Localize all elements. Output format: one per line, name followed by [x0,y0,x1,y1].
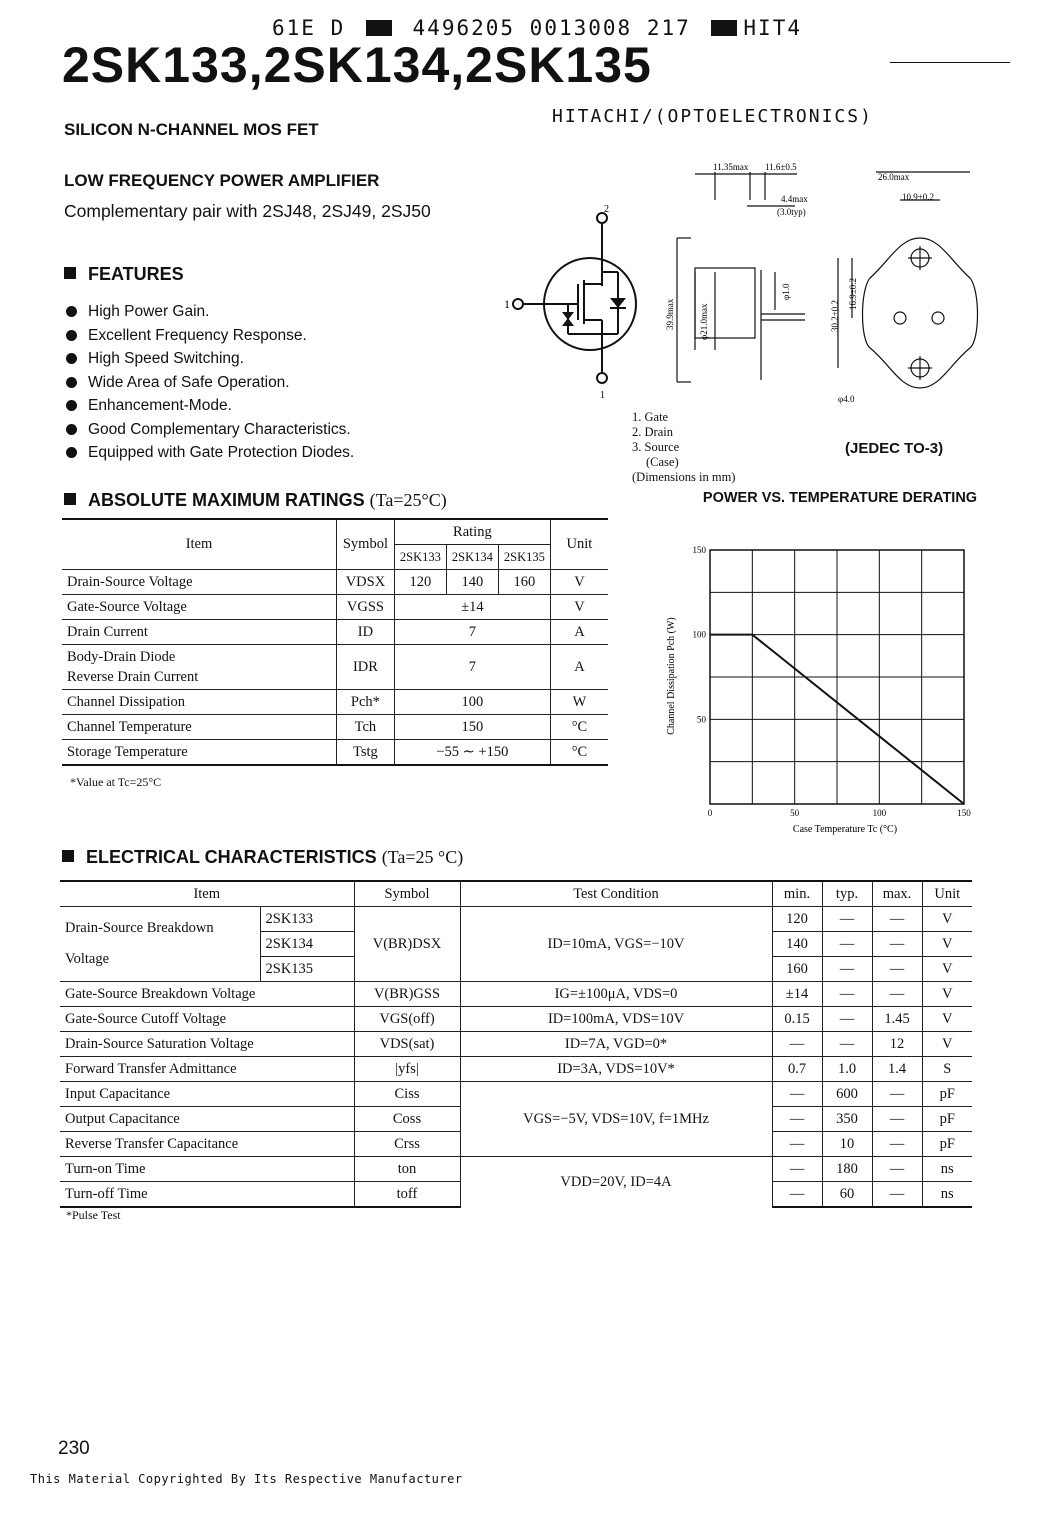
complementary-pair: Complementary pair with 2SJ48, 2SJ49, 2SJ50 [64,201,431,221]
feature-text: Wide Area of Safe Operation. [88,373,290,391]
row-max: — [872,907,922,932]
row-unit: W [550,690,608,715]
abs-max-heading-text: ABSOLUTE MAXIMUM RATINGS [88,490,365,510]
header-symbol: Symbol [336,519,394,570]
dim-label: φ4.0 [838,394,855,404]
device-type: SILICON N-CHANNEL MOS FET [64,120,319,139]
features-heading-text: FEATURES [88,264,184,284]
chart-grid [710,550,964,804]
code-segment-a: 61E D [272,16,346,40]
header-unit: Unit [922,881,972,907]
row-value: 160 [498,570,550,595]
pin-label-source: 1 [600,390,605,400]
row-unit: A [550,645,608,690]
dim-label: 4.4max [781,194,808,204]
section-square-icon [64,493,76,505]
dim-label: 39.9max [665,298,675,330]
y-tick-label: 150 [692,545,706,555]
row-symbol: Tstg [336,740,394,766]
row-value: 120 [394,570,446,595]
table-row [62,690,608,715]
row-symbol: V(BR)DSX [354,907,460,982]
page-number: 230 [58,1438,90,1459]
row-value: −55 ∼ +150 [394,740,550,766]
row-max: — [872,1157,922,1182]
table-row [62,715,608,740]
features-list [66,300,354,465]
bullet-icon [66,424,77,435]
chart-y-label: Channel Dissipation Pch (W) [666,617,677,735]
package-bottom-view [830,160,990,410]
row-item: Channel Dissipation [62,690,336,715]
bullet-icon [66,353,77,364]
pin-legend-item: (Case) [646,455,679,469]
row-unit: V [922,1032,972,1057]
row-typ: 600 [822,1082,872,1107]
row-item: Gate-Source Cutoff Voltage [60,1007,354,1032]
row-unit: ns [922,1182,972,1208]
dim-label: 16.9±0.2 [848,278,858,310]
row-item: Drain-Source Voltage [62,570,336,595]
row-item: Output Capacitance [60,1107,354,1132]
row-min: 120 [772,907,822,932]
row-symbol: ID [336,620,394,645]
x-tick-label: 50 [790,808,800,818]
row-item-line: Drain-Source Breakdown [65,920,214,936]
bullet-icon [66,447,77,458]
feature-item [66,300,354,324]
dim-label: 26.0max [878,172,910,182]
pin-legend-item: 1. Gate [632,410,669,424]
header-unit: Unit [550,519,608,570]
row-item: Gate-Source Breakdown Voltage [60,982,354,1007]
mosfet-schematic-symbol [500,200,640,400]
row-item: Storage Temperature [62,740,336,766]
row-condition: ID=100mA, VDS=10V [460,1007,772,1032]
row-item: Turn-off Time [60,1182,354,1208]
row-unit: V [922,982,972,1007]
row-max: — [872,1107,922,1132]
feature-item [66,394,354,418]
row-unit: V [922,907,972,932]
row-part: 2SK135 [260,957,354,982]
header-item: Item [62,519,336,570]
row-symbol: Tch [336,715,394,740]
row-symbol: Pch* [336,690,394,715]
row-item [60,907,260,982]
row-item: Input Capacitance [60,1082,354,1107]
features-heading [64,264,184,285]
pin-legend [632,410,735,485]
row-unit: pF [922,1107,972,1132]
dim-label: 11.35max [713,162,749,172]
table-row [62,645,608,690]
row-max: — [872,957,922,982]
abs-max-table [62,518,608,766]
row-part: 2SK134 [260,932,354,957]
row-max: — [872,982,922,1007]
row-value: ±14 [394,595,550,620]
row-typ: — [822,932,872,957]
table-row [60,1082,972,1107]
x-tick-label: 0 [707,808,713,818]
page-title: 2SK133,2SK134,2SK135 [62,37,652,93]
dim-label: (3.0typ) [777,207,806,217]
electrical-table [60,880,972,1208]
header-item: Item [60,881,354,907]
row-unit: V [550,570,608,595]
table-row [62,620,608,645]
elec-header-row [60,881,972,907]
row-item: Drain Current [62,620,336,645]
row-unit: A [550,620,608,645]
abs-max-heading [64,490,447,511]
row-condition: VGS=−5V, VDS=10V, f=1MHz [460,1082,772,1157]
copyright-notice: This Material Copyrighted By Its Respective Manufacturer [30,1472,463,1486]
header-part: 2SK133 [394,545,446,570]
row-item-line: Voltage [65,951,110,967]
row-unit: pF [922,1132,972,1157]
abs-max-header-row [62,519,608,545]
table-row [60,1007,972,1032]
x-tick-label: 100 [872,808,887,818]
section-square-icon [64,267,76,279]
row-item: Forward Transfer Admittance [60,1057,354,1082]
row-condition: IG=±100μA, VDS=0 [460,982,772,1007]
table-row [60,982,972,1007]
feature-text: Excellent Frequency Response. [88,326,307,344]
row-typ: 180 [822,1157,872,1182]
feature-item [66,441,354,465]
code-block-mark [711,20,737,36]
row-symbol: VGSS [336,595,394,620]
pin-legend-item: 2. Drain [632,425,673,439]
row-min: — [772,1032,822,1057]
row-unit: °C [550,715,608,740]
row-value: 150 [394,715,550,740]
row-max: 1.4 [872,1057,922,1082]
feature-text: Equipped with Gate Protection Diodes. [88,444,355,461]
elec-heading-text: ELECTRICAL CHARACTERISTICS [86,847,377,867]
row-unit: °C [550,740,608,766]
dim-label: φ1.0 [781,283,791,300]
jedec-package: (JEDEC TO-3) [845,440,944,457]
row-min: — [772,1132,822,1157]
row-min: 140 [772,932,822,957]
elec-condition: (Ta=25 °C) [381,847,464,867]
feature-item [66,418,354,442]
y-tick-label: 50 [697,714,706,725]
row-typ: 10 [822,1132,872,1157]
row-unit: ns [922,1157,972,1182]
y-tick-label: 100 [692,629,706,640]
row-item-line: Body-Drain Diode [67,649,176,665]
table-row [60,1032,972,1057]
feature-item [66,347,354,371]
row-symbol: V(BR)GSS [354,982,460,1007]
header-min: min. [772,881,822,907]
row-part: 2SK133 [260,907,354,932]
pin-legend-item: 3. Source [632,440,680,454]
row-item: Reverse Transfer Capacitance [60,1132,354,1157]
row-item: Turn-on Time [60,1157,354,1182]
row-unit: V [550,595,608,620]
table-row [60,1057,972,1082]
header-max: max. [872,881,922,907]
table-row [62,570,608,595]
row-typ: — [822,907,872,932]
bullet-icon [66,306,77,317]
row-symbol: Crss [354,1132,460,1157]
table-row [62,595,608,620]
row-unit: V [922,957,972,982]
row-symbol: IDR [336,645,394,690]
row-value: 140 [446,570,498,595]
row-unit: V [922,1007,972,1032]
manufacturer: HITACHI/(OPTOELECTRONICS) [552,106,873,127]
feature-text: Good Complementary Characteristics. [88,420,351,438]
code-block-mark [366,20,392,36]
row-symbol: Coss [354,1107,460,1132]
row-min: ±14 [772,982,822,1007]
row-min: — [772,1107,822,1132]
row-symbol: ton [354,1157,460,1182]
row-typ: — [822,1032,872,1057]
row-max: — [872,932,922,957]
dim-label: 11.6±0.5 [765,162,797,172]
application: LOW FREQUENCY POWER AMPLIFIER [64,171,380,190]
code-segment-b: 4496205 0013008 217 [412,16,691,40]
row-max: — [872,1132,922,1157]
row-min: 0.7 [772,1057,822,1082]
row-typ: 1.0 [822,1057,872,1082]
row-unit: V [922,932,972,957]
row-unit: S [922,1057,972,1082]
row-value: 7 [394,620,550,645]
feature-text: High Power Gain. [88,303,210,320]
title-rule [890,62,1010,63]
row-typ: 350 [822,1107,872,1132]
table-row [62,740,608,766]
row-item-line: Reverse Drain Current [67,669,199,685]
row-typ: — [822,1007,872,1032]
row-item: Drain-Source Saturation Voltage [60,1032,354,1057]
row-item: Channel Temperature [62,715,336,740]
row-typ: 60 [822,1182,872,1208]
chart-x-label: Case Temperature Tc (°C) [792,824,898,835]
feature-item [66,371,354,395]
header-symbol: Symbol [354,881,460,907]
row-unit: pF [922,1082,972,1107]
row-condition: ID=7A, VGD=0* [460,1032,772,1057]
row-max: 12 [872,1032,922,1057]
bullet-icon [66,377,77,388]
feature-item [66,324,354,348]
elec-heading [62,847,463,868]
package-side-view [665,160,825,420]
row-symbol: VDSX [336,570,394,595]
row-condition: ID=3A, VDS=10V* [460,1057,772,1082]
row-condition: VDD=20V, ID=4A [460,1157,772,1208]
row-min: — [772,1082,822,1107]
row-min: 0.15 [772,1007,822,1032]
row-value: 7 [394,645,550,690]
header-typ: typ. [822,881,872,907]
derating-chart [660,536,990,846]
header-test-condition: Test Condition [460,881,772,907]
bullet-icon [66,400,77,411]
dim-label: 10.9±0.2 [902,192,934,202]
row-symbol: |yfs| [354,1057,460,1082]
row-item: Gate-Source Voltage [62,595,336,620]
row-max: 1.45 [872,1007,922,1032]
row-value: 100 [394,690,550,715]
section-square-icon [62,850,74,862]
row-min: 160 [772,957,822,982]
header-part: 2SK135 [498,545,550,570]
x-tick-label: 150 [957,808,971,818]
pin-label-drain: 2 [604,204,609,215]
row-item [62,645,336,690]
row-min: — [772,1182,822,1208]
table-row [60,1157,972,1182]
header-rating: Rating [394,519,550,545]
elec-footnote: *Pulse Test [66,1208,121,1222]
bullet-icon [66,330,77,341]
row-symbol: VDS(sat) [354,1032,460,1057]
header-part: 2SK134 [446,545,498,570]
feature-text: Enhancement-Mode. [88,397,232,414]
row-condition: ID=10mA, VGS=−10V [460,907,772,982]
row-typ: — [822,957,872,982]
row-symbol: toff [354,1182,460,1208]
row-typ: — [822,982,872,1007]
pin-label-gate: 1 [504,297,510,311]
row-max: — [872,1082,922,1107]
row-min: — [772,1157,822,1182]
dim-label: 30.2±0.2 [830,300,840,332]
abs-max-footnote: *Value at Tc=25°C [70,775,162,789]
chart-title: POWER VS. TEMPERATURE DERATING [702,490,978,506]
code-segment-c: HIT4 [743,16,802,40]
row-symbol: VGS(off) [354,1007,460,1032]
dimension-units-note: (Dimensions in mm) [632,470,736,484]
table-row [60,907,972,932]
dim-label: φ21.0max [699,303,709,340]
row-symbol: Ciss [354,1082,460,1107]
abs-max-condition: (Ta=25°C) [369,490,447,510]
row-max: — [872,1182,922,1208]
feature-text: High Speed Switching. [88,350,244,367]
